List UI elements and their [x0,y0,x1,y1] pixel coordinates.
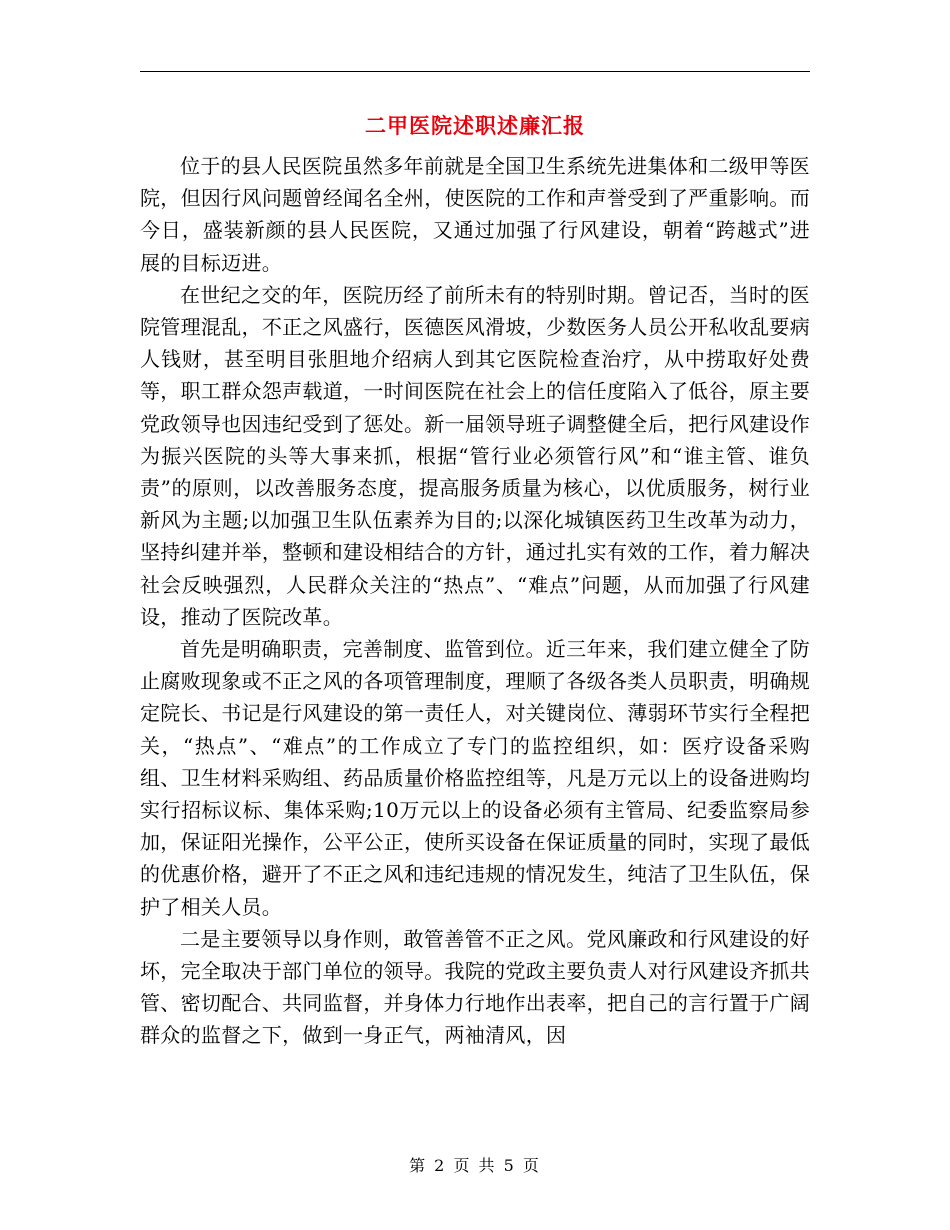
header-rule [140,71,810,72]
document-title: 二甲医院述职述廉汇报 [365,113,585,138]
paragraph-2: 在世纪之交的年，医院历经了前所未有的特别时期。曾记否，当时的医院管理混乱，不正之风盛行，医德医风滑坡，少数医务人员公开私收乱要病人钱财，甚至明目张胆地介绍病人到其它医院检查治疗，从中捞取好处费等，职工群众怨声载道，一时间医院在社会上的信任度陷入了低谷，原主要党政领导也因违纪受到了惩处。新一届领导班子调整健全后，把行风建设作为振兴医院的头等大事来抓，根据“管行业必须管行风”和“谁主管、谁负责”的原则，以改善服务态度，提高服务质量为核心，以优质服务，树行业新风为主题;以加强卫生队伍素养为目的;以深化城镇医药卫生改革为动力，坚持纠建并举，整顿和建设相结合的方针，通过扎实有效的工作，着力解决社会反映强烈，人民群众关注的“热点”、“难点”问题，从而加强了行风建设，推动了医院改革。 [140,282,810,629]
document-body [140,150,810,1052]
paragraph-1: 位于的县人民医院虽然多年前就是全国卫生系统先进集体和二级甲等医院，但因行风问题曾经闻名全州，使医院的工作和声誉受到了严重影响。而今日，盛装新颜的县人民医院，又通过加强了行风建设，朝着“跨越式”进展的目标迈进。 [140,154,810,275]
page-number: 第 2 页 共 5 页 [409,1156,541,1175]
paragraph-3: 首先是明确职责，完善制度、监管到位。近三年来，我们建立健全了防止腐败现象或不正之风的各项管理制度，理顺了各级各类人员职责，明确规定院长、书记是行风建设的第一责任人，对关键岗位、薄弱环节实行全程把关，“热点”、“难点”的工作成立了专门的监控组织，如：医疗设备采购组、卫生材料采购组、药品质量价格监控组等，凡是万元以上的设备进购均实行招标议标、集体采购;10万元以上的设备必须有主管局、纪委监察局参加，保证阳光操作，公平公正，使所买设备在保证质量的同时，实现了最低的优惠价格，避开了不正之风和违纪违规的情况发生，纯洁了卫生队伍，保护了相关人员。 [140,637,810,919]
paragraph-4: 二是主要领导以身作则，敢管善管不正之风。党风廉政和行风建设的好坏，完全取决于部门单位的领导。我院的党政主要负责人对行风建设齐抓共管、密切配合、共同监督，并身体力行地作出表率，把自己的言行置于广阔群众的监督之下，做到一身正气，两袖清风，因 [140,926,810,1048]
